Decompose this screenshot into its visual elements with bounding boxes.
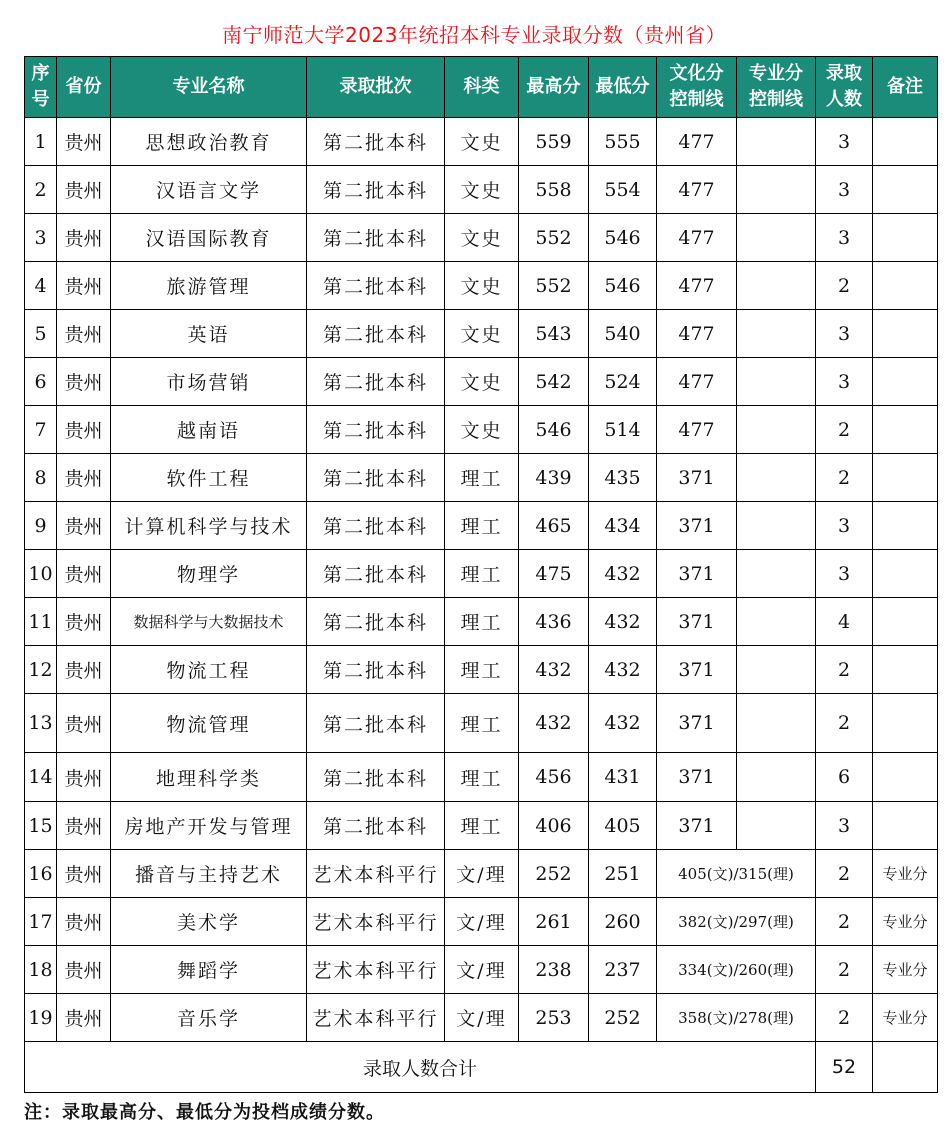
cell-pro-line	[737, 166, 816, 214]
cell-pro-line	[737, 358, 816, 406]
cell-seq: 13	[25, 694, 57, 753]
cell-batch: 第二批本科	[307, 646, 445, 694]
cell-major: 物理学	[111, 550, 307, 598]
table-row	[25, 118, 938, 166]
header-note: 备注	[873, 57, 938, 118]
table-row	[25, 994, 938, 1042]
table-row	[25, 898, 938, 946]
cell-note	[873, 454, 938, 502]
cell-major: 市场营销	[111, 358, 307, 406]
cell-min: 432	[589, 598, 657, 646]
table-row	[25, 166, 938, 214]
cell-seq: 15	[25, 802, 57, 850]
cell-province: 贵州	[57, 898, 111, 946]
cell-count: 3	[816, 502, 873, 550]
cell-min: 237	[589, 946, 657, 994]
cell-major: 物流工程	[111, 646, 307, 694]
cell-max: 406	[519, 802, 589, 850]
total-row	[25, 1042, 938, 1093]
cell-subject: 理工	[445, 502, 519, 550]
cell-seq: 7	[25, 406, 57, 454]
cell-subject: 文史	[445, 118, 519, 166]
cell-note: 专业分	[873, 994, 938, 1042]
cell-pro-line	[737, 646, 816, 694]
cell-subject: 理工	[445, 454, 519, 502]
cell-province: 贵州	[57, 946, 111, 994]
table-row	[25, 214, 938, 262]
cell-min: 432	[589, 694, 657, 753]
cell-culture-line: 371	[657, 802, 737, 850]
cell-province: 贵州	[57, 550, 111, 598]
cell-province: 贵州	[57, 753, 111, 802]
cell-count: 3	[816, 550, 873, 598]
cell-major: 音乐学	[111, 994, 307, 1042]
cell-batch: 第二批本科	[307, 802, 445, 850]
cell-count: 2	[816, 898, 873, 946]
table-row	[25, 850, 938, 898]
cell-count: 3	[816, 166, 873, 214]
cell-max: 432	[519, 694, 589, 753]
cell-subject: 文史	[445, 310, 519, 358]
cell-count: 2	[816, 262, 873, 310]
cell-seq: 19	[25, 994, 57, 1042]
cell-max: 552	[519, 262, 589, 310]
cell-max: 543	[519, 310, 589, 358]
cell-culture-line: 477	[657, 262, 737, 310]
cell-pro-line	[737, 550, 816, 598]
cell-count: 3	[816, 802, 873, 850]
cell-max: 558	[519, 166, 589, 214]
cell-control-line: 334(文)/260(理)	[657, 946, 816, 994]
header-culture-line1: 文化分	[669, 63, 724, 84]
header-max: 最高分	[519, 57, 589, 118]
cell-culture-line: 477	[657, 166, 737, 214]
cell-province: 贵州	[57, 646, 111, 694]
cell-province: 贵州	[57, 850, 111, 898]
cell-max: 542	[519, 358, 589, 406]
cell-major: 思想政治教育	[111, 118, 307, 166]
cell-count: 2	[816, 646, 873, 694]
header-min: 最低分	[589, 57, 657, 118]
cell-major: 地理科学类	[111, 753, 307, 802]
cell-seq: 4	[25, 262, 57, 310]
cell-pro-line	[737, 454, 816, 502]
cell-pro-line	[737, 118, 816, 166]
header-subject: 科类	[445, 57, 519, 118]
admission-table	[24, 56, 938, 1093]
cell-count: 2	[816, 994, 873, 1042]
cell-count: 2	[816, 946, 873, 994]
table-row	[25, 454, 938, 502]
cell-batch: 第二批本科	[307, 262, 445, 310]
cell-min: 434	[589, 502, 657, 550]
cell-control-line: 382(文)/297(理)	[657, 898, 816, 946]
cell-seq: 14	[25, 753, 57, 802]
cell-major: 计算机科学与技术	[111, 502, 307, 550]
total-label: 录取人数合计	[25, 1042, 816, 1093]
cell-max: 253	[519, 994, 589, 1042]
header-seq	[25, 57, 57, 118]
cell-major: 房地产开发与管理	[111, 802, 307, 850]
cell-culture-line: 371	[657, 550, 737, 598]
cell-batch: 第二批本科	[307, 406, 445, 454]
cell-note	[873, 646, 938, 694]
cell-pro-line	[737, 214, 816, 262]
cell-seq: 9	[25, 502, 57, 550]
cell-min: 546	[589, 214, 657, 262]
cell-min: 405	[589, 802, 657, 850]
cell-pro-line	[737, 262, 816, 310]
page-title: 南宁师范大学2023年统招本科专业录取分数（贵州省）	[222, 23, 726, 47]
cell-seq: 6	[25, 358, 57, 406]
cell-province: 贵州	[57, 502, 111, 550]
header-seq-line1: 序	[31, 63, 50, 84]
cell-note	[873, 118, 938, 166]
header-major: 专业名称	[111, 57, 307, 118]
cell-subject: 文/理	[445, 898, 519, 946]
table-row	[25, 550, 938, 598]
cell-province: 贵州	[57, 694, 111, 753]
cell-batch: 第二批本科	[307, 598, 445, 646]
cell-count: 3	[816, 214, 873, 262]
cell-seq: 2	[25, 166, 57, 214]
cell-province: 贵州	[57, 454, 111, 502]
cell-major: 汉语国际教育	[111, 214, 307, 262]
cell-note: 专业分	[873, 946, 938, 994]
cell-batch: 第二批本科	[307, 753, 445, 802]
cell-subject: 文史	[445, 358, 519, 406]
table-row	[25, 946, 938, 994]
header-batch: 录取批次	[307, 57, 445, 118]
cell-major: 软件工程	[111, 454, 307, 502]
cell-pro-line	[737, 598, 816, 646]
cell-major: 旅游管理	[111, 262, 307, 310]
cell-seq: 18	[25, 946, 57, 994]
header-pro	[737, 57, 816, 118]
table-row	[25, 646, 938, 694]
cell-major: 汉语言文学	[111, 166, 307, 214]
cell-major: 美术学	[111, 898, 307, 946]
cell-subject: 理工	[445, 646, 519, 694]
cell-note	[873, 214, 938, 262]
table-row	[25, 753, 938, 802]
cell-count: 4	[816, 598, 873, 646]
cell-pro-line	[737, 310, 816, 358]
cell-seq: 5	[25, 310, 57, 358]
cell-batch: 第二批本科	[307, 502, 445, 550]
cell-pro-line	[737, 694, 816, 753]
cell-province: 贵州	[57, 214, 111, 262]
cell-batch: 艺术本科平行	[307, 898, 445, 946]
cell-note	[873, 802, 938, 850]
cell-province: 贵州	[57, 994, 111, 1042]
cell-culture-line: 477	[657, 406, 737, 454]
cell-note	[873, 310, 938, 358]
cell-culture-line: 477	[657, 118, 737, 166]
cell-count: 2	[816, 694, 873, 753]
cell-major: 英语	[111, 310, 307, 358]
table-row	[25, 502, 938, 550]
header-culture	[657, 57, 737, 118]
cell-subject: 理工	[445, 598, 519, 646]
cell-pro-line	[737, 406, 816, 454]
table-row	[25, 598, 938, 646]
cell-batch: 艺术本科平行	[307, 850, 445, 898]
cell-min: 260	[589, 898, 657, 946]
cell-province: 贵州	[57, 802, 111, 850]
cell-count: 3	[816, 118, 873, 166]
cell-batch: 艺术本科平行	[307, 946, 445, 994]
cell-count: 2	[816, 406, 873, 454]
header-pro-line2: 控制线	[749, 89, 803, 110]
cell-min: 546	[589, 262, 657, 310]
cell-subject: 理工	[445, 753, 519, 802]
cell-batch: 第二批本科	[307, 694, 445, 753]
cell-batch: 第二批本科	[307, 454, 445, 502]
cell-note: 专业分	[873, 850, 938, 898]
cell-subject: 文史	[445, 406, 519, 454]
cell-pro-line	[737, 502, 816, 550]
cell-batch: 第二批本科	[307, 166, 445, 214]
cell-province: 贵州	[57, 166, 111, 214]
cell-culture-line: 477	[657, 310, 737, 358]
cell-batch: 第二批本科	[307, 118, 445, 166]
table-body	[25, 118, 938, 1042]
cell-note	[873, 262, 938, 310]
table-row	[25, 358, 938, 406]
cell-batch: 第二批本科	[307, 358, 445, 406]
cell-min: 432	[589, 550, 657, 598]
cell-subject: 文/理	[445, 850, 519, 898]
cell-max: 475	[519, 550, 589, 598]
cell-culture-line: 371	[657, 502, 737, 550]
header-count-line2: 人数	[826, 89, 862, 110]
cell-min: 514	[589, 406, 657, 454]
cell-subject: 文史	[445, 166, 519, 214]
cell-note	[873, 598, 938, 646]
cell-culture-line: 477	[657, 358, 737, 406]
table-row	[25, 406, 938, 454]
cell-count: 3	[816, 310, 873, 358]
cell-min: 252	[589, 994, 657, 1042]
cell-subject: 理工	[445, 694, 519, 753]
cell-note	[873, 753, 938, 802]
cell-max: 252	[519, 850, 589, 898]
cell-count: 2	[816, 454, 873, 502]
cell-max: 436	[519, 598, 589, 646]
cell-province: 贵州	[57, 118, 111, 166]
cell-min: 540	[589, 310, 657, 358]
cell-control-line: 358(文)/278(理)	[657, 994, 816, 1042]
cell-min: 435	[589, 454, 657, 502]
total-empty	[873, 1042, 938, 1093]
header-province: 省份	[57, 57, 111, 118]
header-row	[25, 57, 938, 118]
cell-seq: 8	[25, 454, 57, 502]
table-row	[25, 262, 938, 310]
cell-note: 专业分	[873, 898, 938, 946]
cell-batch: 第二批本科	[307, 214, 445, 262]
cell-seq: 1	[25, 118, 57, 166]
cell-subject: 文/理	[445, 946, 519, 994]
cell-min: 554	[589, 166, 657, 214]
cell-subject: 文/理	[445, 994, 519, 1042]
cell-culture-line: 371	[657, 753, 737, 802]
cell-culture-line: 477	[657, 214, 737, 262]
cell-seq: 16	[25, 850, 57, 898]
cell-min: 524	[589, 358, 657, 406]
cell-control-line: 405(文)/315(理)	[657, 850, 816, 898]
cell-batch: 第二批本科	[307, 550, 445, 598]
cell-major: 数据科学与大数据技术	[111, 598, 307, 646]
cell-culture-line: 371	[657, 454, 737, 502]
cell-max: 552	[519, 214, 589, 262]
cell-province: 贵州	[57, 406, 111, 454]
cell-min: 251	[589, 850, 657, 898]
cell-culture-line: 371	[657, 694, 737, 753]
cell-seq: 12	[25, 646, 57, 694]
cell-note	[873, 502, 938, 550]
cell-count: 3	[816, 358, 873, 406]
cell-pro-line	[737, 753, 816, 802]
cell-max: 238	[519, 946, 589, 994]
header-count	[816, 57, 873, 118]
cell-min: 431	[589, 753, 657, 802]
cell-subject: 理工	[445, 802, 519, 850]
cell-subject: 理工	[445, 550, 519, 598]
table-row	[25, 694, 938, 753]
cell-max: 465	[519, 502, 589, 550]
cell-major: 舞蹈学	[111, 946, 307, 994]
cell-pro-line	[737, 802, 816, 850]
cell-count: 2	[816, 850, 873, 898]
cell-province: 贵州	[57, 598, 111, 646]
cell-batch: 第二批本科	[307, 310, 445, 358]
cell-subject: 文史	[445, 214, 519, 262]
cell-seq: 17	[25, 898, 57, 946]
cell-note	[873, 550, 938, 598]
cell-seq: 11	[25, 598, 57, 646]
table-row	[25, 802, 938, 850]
header-pro-line1: 专业分	[749, 63, 803, 84]
cell-min: 432	[589, 646, 657, 694]
header-culture-line2: 控制线	[669, 89, 724, 110]
cell-seq: 3	[25, 214, 57, 262]
cell-note	[873, 166, 938, 214]
cell-note	[873, 406, 938, 454]
cell-count: 6	[816, 753, 873, 802]
cell-note	[873, 358, 938, 406]
cell-note	[873, 694, 938, 753]
footnote: 注：录取最高分、最低分为投档成绩分数。	[24, 1102, 385, 1123]
cell-province: 贵州	[57, 358, 111, 406]
cell-max: 546	[519, 406, 589, 454]
cell-culture-line: 371	[657, 598, 737, 646]
cell-major: 物流管理	[111, 694, 307, 753]
cell-major: 越南语	[111, 406, 307, 454]
cell-max: 432	[519, 646, 589, 694]
cell-province: 贵州	[57, 310, 111, 358]
cell-province: 贵州	[57, 262, 111, 310]
cell-batch: 艺术本科平行	[307, 994, 445, 1042]
total-value: 52	[816, 1042, 873, 1093]
header-seq-line2: 号	[31, 89, 50, 110]
cell-min: 555	[589, 118, 657, 166]
cell-max: 439	[519, 454, 589, 502]
cell-subject: 文史	[445, 262, 519, 310]
header-count-line1: 录取	[826, 63, 862, 84]
cell-max: 456	[519, 753, 589, 802]
cell-max: 559	[519, 118, 589, 166]
cell-seq: 10	[25, 550, 57, 598]
cell-culture-line: 371	[657, 646, 737, 694]
cell-max: 261	[519, 898, 589, 946]
cell-major: 播音与主持艺术	[111, 850, 307, 898]
table-row	[25, 310, 938, 358]
